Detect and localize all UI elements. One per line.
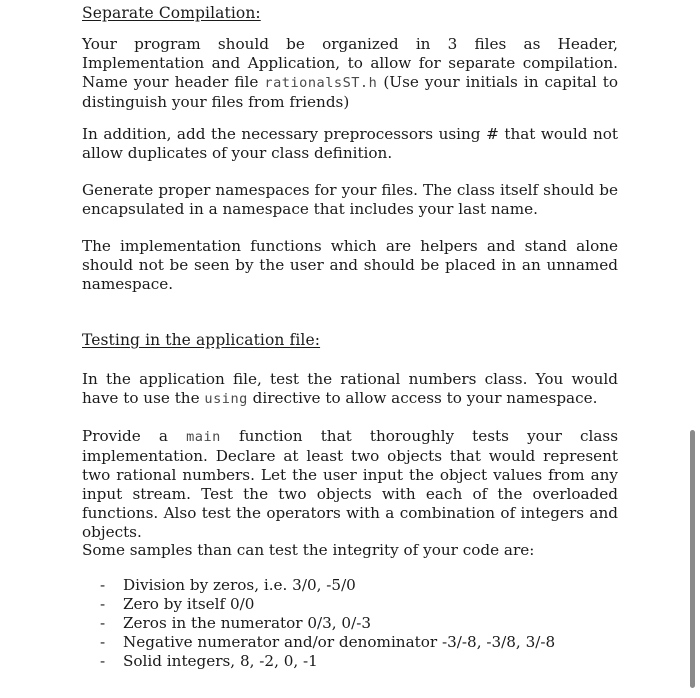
separate-compilation-paragraph-1 bbox=[82, 35, 618, 112]
samples-list bbox=[100, 576, 580, 671]
list-marker: - bbox=[100, 652, 106, 670]
vertical-scrollbar-thumb[interactable] bbox=[690, 430, 695, 688]
list-item-text: Zeros in the numerator 0/3, 0/-3 bbox=[123, 614, 372, 632]
list-item-text: Negative numerator and/or denominator -3/-8, -3/8, 3/-8 bbox=[123, 633, 556, 651]
list-item bbox=[100, 576, 580, 595]
list-item-text: Solid integers, 8, -2, 0, -1 bbox=[123, 652, 318, 670]
separate-compilation-paragraph-4: The implementation functions which are helpers and stand alone should not be seen by the user and should be placed in an unnamed namespace. bbox=[82, 237, 618, 293]
list-item bbox=[100, 652, 580, 671]
list-item bbox=[100, 614, 580, 633]
paragraph-text: function that thoroughly tests your class implementation. Declare at least two objects that would represent two rational numbers. Let the user input the object values from any input stream. Test the two objects with each of the overloaded functions. Also test the operators with a combination of integers and objects. bbox=[82, 427, 619, 541]
using-keyword-code: using bbox=[204, 391, 248, 407]
testing-paragraph-1 bbox=[82, 370, 618, 409]
separate-compilation-paragraph-3: Generate proper namespaces for your files. The class itself should be encapsulated in a namespace that includes your last name. bbox=[82, 181, 618, 218]
testing-paragraph-2 bbox=[82, 427, 618, 542]
separate-compilation-paragraph-2: In addition, add the necessary preprocessors using # that would not allow duplicates of your class definition. bbox=[82, 125, 618, 162]
list-item bbox=[100, 595, 580, 614]
list-item bbox=[100, 633, 580, 652]
list-marker: - bbox=[100, 614, 106, 632]
testing-heading: Testing in the application file: bbox=[82, 331, 321, 349]
list-marker: - bbox=[100, 633, 106, 651]
list-marker: - bbox=[100, 576, 106, 594]
paragraph-text: (Use your initials in capital to distinguish your files from friends) bbox=[82, 73, 618, 111]
separate-compilation-heading: Separate Compilation: bbox=[82, 4, 261, 22]
paragraph-text: directive to allow access to your namespace. bbox=[247, 389, 598, 407]
paragraph-text: Your program should be organized in 3 files as Header, Implementation and Application, to allow for separate compilation. Name your header file bbox=[82, 35, 618, 91]
list-item-text: Zero by itself 0/0 bbox=[123, 595, 255, 613]
list-item-text: Division by zeros, i.e. 3/0, -5/0 bbox=[123, 576, 356, 594]
list-marker: - bbox=[100, 595, 106, 613]
main-keyword-code: main bbox=[186, 429, 221, 445]
paragraph-text: In the application file, test the rational numbers class. You would have to use the bbox=[82, 370, 618, 407]
paragraph-text: Provide a bbox=[82, 427, 187, 445]
header-filename-code: rationalsST.h bbox=[264, 75, 378, 91]
testing-paragraph-3: Some samples than can test the integrity of your code are: bbox=[82, 541, 535, 559]
